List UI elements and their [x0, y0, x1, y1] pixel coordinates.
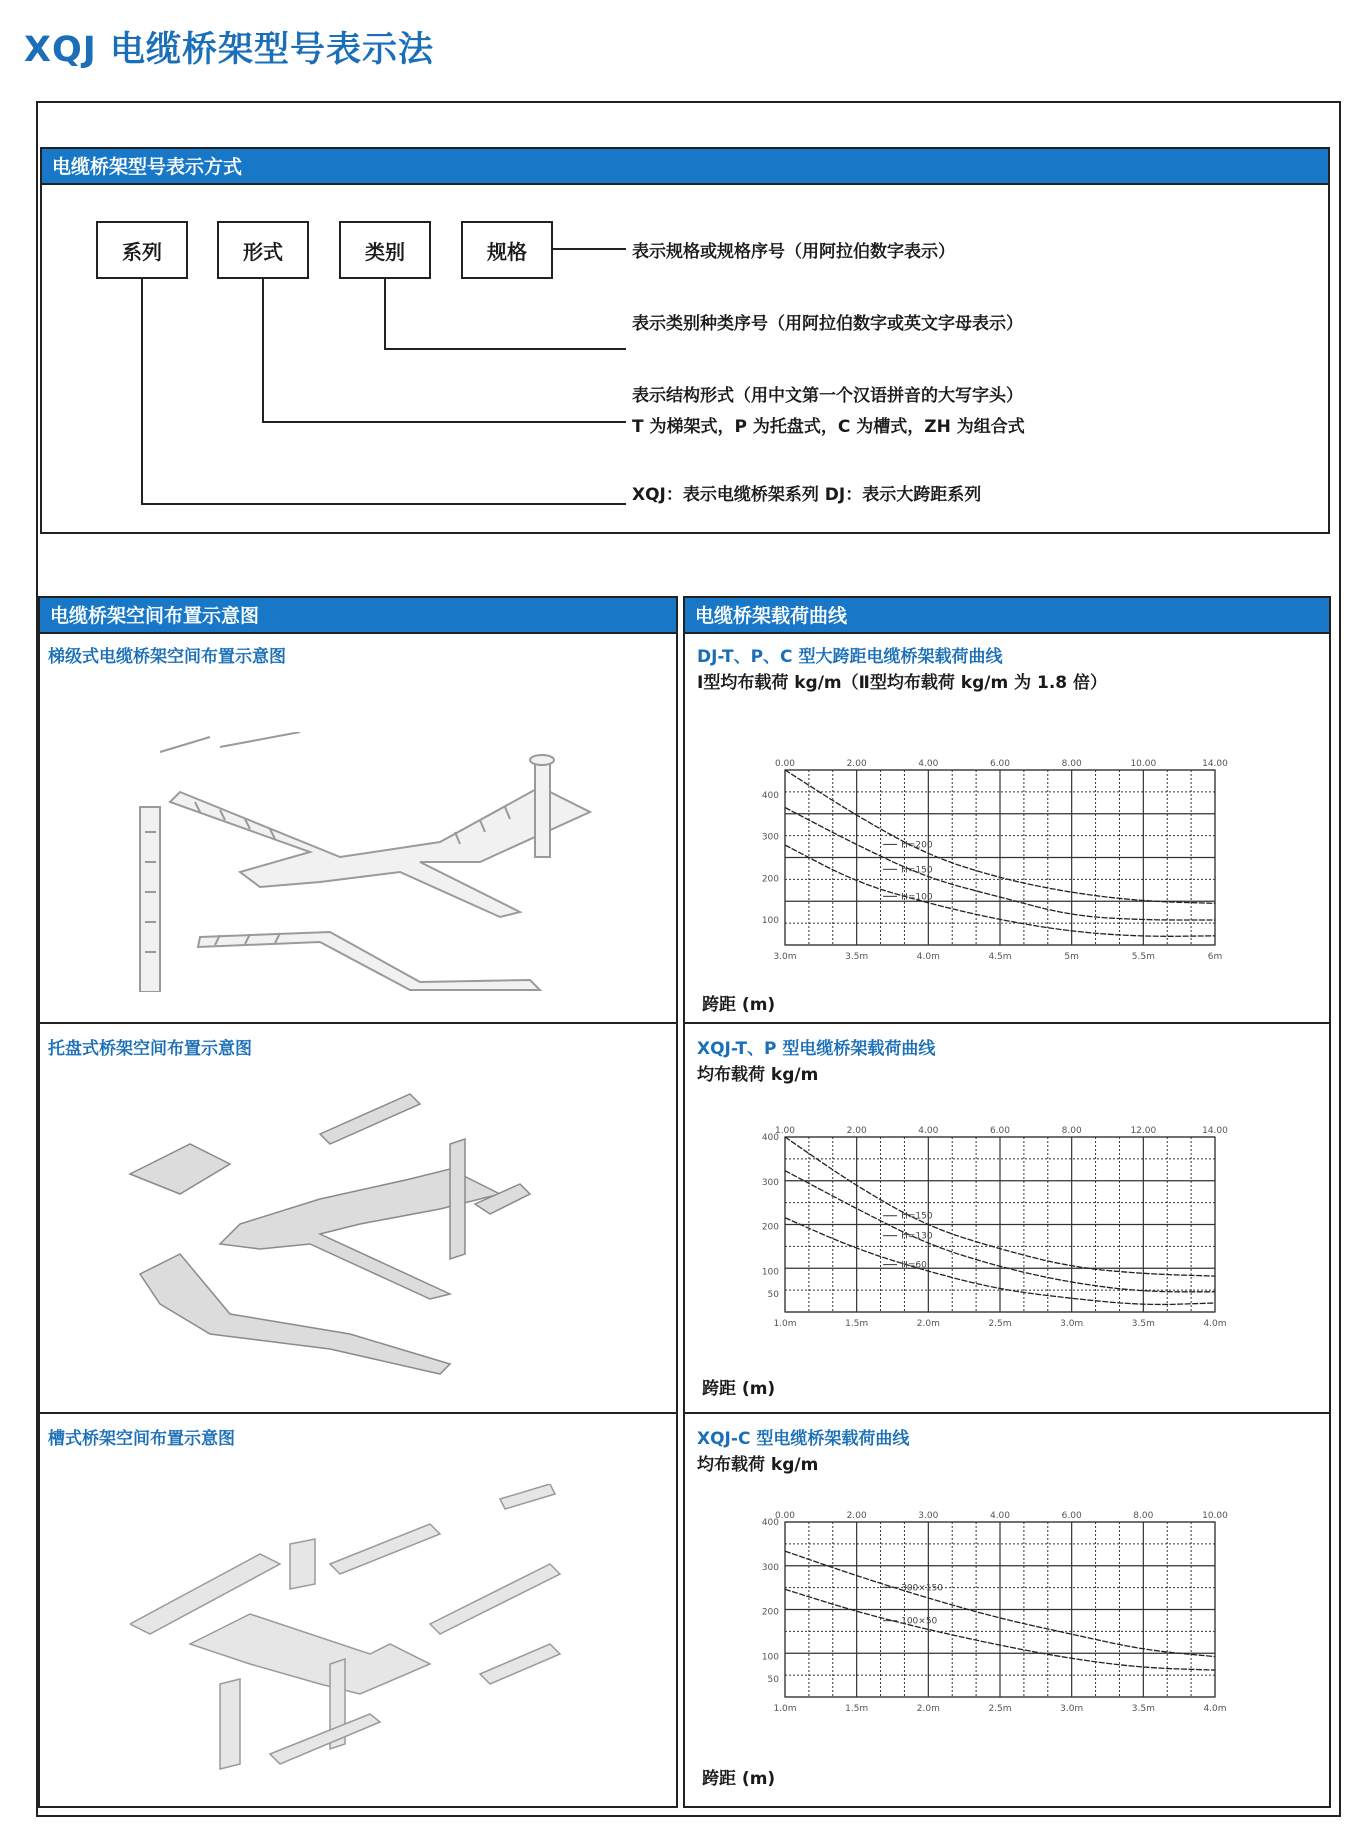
x-tick-label: 6m — [1207, 952, 1223, 962]
desc-series: XQJ：表示电缆桥架系列 DJ：表示大跨距系列 — [632, 485, 982, 505]
x-tick-label: 4.5m — [988, 952, 1012, 962]
series-label: H=200 — [901, 840, 933, 851]
layout-header: 电缆桥架空间布置示意图 — [40, 598, 676, 634]
connector-series-v — [141, 279, 143, 504]
y-tick-label: 100 — [761, 1652, 779, 1663]
x-tick-label: 3.5m — [1131, 1319, 1155, 1329]
load-title-tp: XQJ-T、P 型电缆桥架载荷曲线 — [697, 1039, 936, 1059]
tray-illustration — [120, 1084, 610, 1384]
series-label: H=150 — [901, 865, 933, 876]
series-label: H=100 — [901, 892, 933, 903]
series-label: H=130 — [901, 1231, 933, 1242]
y-tick-label: 50 — [767, 1290, 779, 1301]
top-tick-label: 2.00 — [846, 1126, 867, 1136]
box-series: 系列 — [96, 221, 188, 279]
layout-row-trough — [40, 1412, 676, 1810]
x-tick-label: 3.0m — [773, 952, 797, 962]
y-tick-label: 300 — [761, 832, 779, 843]
layout-panel — [38, 596, 678, 1808]
x-tick-label: 2.5m — [988, 1319, 1012, 1329]
connector-category-h — [384, 348, 626, 350]
model-notation-panel — [40, 147, 1330, 534]
load-subtitle-c: 均布载荷 kg/m — [697, 1455, 819, 1475]
xlabel-tp: 跨距 (m) — [702, 1379, 776, 1399]
y-tick-label: 100 — [761, 1267, 779, 1278]
desc-category: 表示类别种类序号（用阿拉伯数字或英文字母表示） — [632, 314, 1023, 334]
y-tick-label: 400 — [761, 1133, 779, 1143]
load-title-dj: DJ-T、P、C 型大跨距电缆桥架载荷曲线 — [697, 647, 1003, 667]
load-chart-dj — [745, 752, 1245, 972]
load-row-c — [685, 1412, 1329, 1810]
layout-row-tray — [40, 1022, 676, 1414]
connector-category-v — [384, 279, 386, 349]
xlabel-c: 跨距 (m) — [702, 1769, 776, 1789]
connector-form-v — [262, 279, 264, 422]
load-subtitle-dj: Ⅰ型均布载荷 kg/m（Ⅱ型均布载荷 kg/m 为 1.8 倍） — [697, 673, 1108, 693]
load-chart-c — [745, 1504, 1245, 1724]
top-tick-label: 14.00 — [1202, 759, 1228, 769]
x-tick-label: 5.5m — [1131, 952, 1155, 962]
load-title-c: XQJ-C 型电缆桥架载荷曲线 — [697, 1429, 910, 1449]
top-tick-label: 8.00 — [1133, 1511, 1154, 1521]
x-tick-label: 5m — [1064, 952, 1079, 962]
top-tick-label: 0.00 — [774, 759, 796, 769]
x-tick-label: 2.0m — [916, 1319, 940, 1329]
x-tick-label: 3.5m — [845, 952, 869, 962]
load-panel — [683, 596, 1331, 1808]
x-tick-label: 3.0m — [1060, 1704, 1084, 1714]
desc-form-types: T 为梯架式，P 为托盘式，C 为槽式，ZH 为组合式 — [632, 417, 1025, 437]
y-tick-label: 50 — [767, 1675, 779, 1686]
x-tick-label: 1.5m — [845, 1319, 869, 1329]
top-tick-label: 1.00 — [774, 1126, 796, 1136]
desc-form: 表示结构形式（用中文第一个汉语拼音的大写字头） — [632, 386, 1023, 406]
y-tick-label: 200 — [761, 1607, 779, 1618]
y-tick-label: 300 — [761, 1177, 779, 1188]
top-tick-label: 8.00 — [1061, 759, 1082, 769]
top-tick-label: 4.00 — [918, 1126, 939, 1136]
top-tick-label: 12.00 — [1130, 1126, 1157, 1136]
top-tick-label: 10.00 — [1130, 759, 1157, 769]
x-tick-label: 2.0m — [916, 1704, 940, 1714]
trough-illustration — [130, 1484, 610, 1774]
xlabel-dj: 跨距 (m) — [702, 995, 776, 1015]
y-tick-label: 400 — [761, 791, 779, 801]
layout-title-trough: 槽式桥架空间布置示意图 — [48, 1429, 235, 1449]
x-tick-label: 2.5m — [988, 1704, 1012, 1714]
x-tick-label: 4.0m — [916, 952, 940, 962]
x-tick-label: 4.0m — [1203, 1319, 1227, 1329]
top-tick-label: 14.00 — [1202, 1126, 1228, 1136]
load-subtitle-tp: 均布载荷 kg/m — [697, 1065, 819, 1085]
desc-spec: 表示规格或规格序号（用阿拉伯数字表示） — [632, 242, 955, 262]
y-tick-label: 200 — [761, 874, 779, 885]
connector-form-h — [262, 421, 626, 423]
layout-title-tray: 托盘式桥架空间布置示意图 — [48, 1039, 252, 1059]
series-label: 300×150 — [901, 1583, 944, 1594]
x-tick-label: 3.5m — [1131, 1704, 1155, 1714]
layout-row-ladder — [40, 632, 676, 1022]
top-tick-label: 6.00 — [989, 759, 1011, 769]
model-notation-header: 电缆桥架型号表示方式 — [42, 149, 1328, 185]
x-tick-label: 3.0m — [1060, 1319, 1084, 1329]
top-tick-label: 2.00 — [846, 1511, 867, 1521]
y-tick-label: 400 — [761, 1518, 779, 1528]
connector-series-h — [141, 503, 626, 505]
x-tick-label: 1.5m — [845, 1704, 869, 1714]
connector-spec — [553, 248, 626, 250]
top-tick-label: 8.00 — [1061, 1126, 1082, 1136]
box-category: 类别 — [339, 221, 431, 279]
ladder-tray-illustration — [120, 732, 610, 992]
series-label: H=150 — [901, 1211, 933, 1222]
x-tick-label: 4.0m — [1203, 1704, 1227, 1714]
box-form: 形式 — [217, 221, 309, 279]
layout-title-ladder: 梯级式电缆桥架空间布置示意图 — [48, 647, 286, 667]
load-chart-tp — [745, 1119, 1245, 1339]
box-spec: 规格 — [461, 221, 553, 279]
load-header: 电缆桥架载荷曲线 — [685, 598, 1329, 634]
top-tick-label: 10.00 — [1202, 1511, 1228, 1521]
x-tick-label: 1.0m — [773, 1319, 797, 1329]
top-tick-label: 0.00 — [774, 1511, 796, 1521]
load-row-tp — [685, 1022, 1329, 1414]
series-label: H=60 — [901, 1260, 927, 1271]
load-row-dj — [685, 632, 1329, 1022]
top-tick-label: 4.00 — [989, 1511, 1011, 1521]
page-title: XQJ 电缆桥架型号表示法 — [24, 30, 434, 70]
y-tick-label: 100 — [761, 916, 779, 926]
x-tick-label: 1.0m — [773, 1704, 797, 1714]
top-tick-label: 6.00 — [1061, 1511, 1082, 1521]
top-tick-label: 3.00 — [918, 1511, 939, 1521]
top-tick-label: 2.00 — [846, 759, 867, 769]
y-tick-label: 200 — [761, 1222, 779, 1233]
top-tick-label: 6.00 — [989, 1126, 1011, 1136]
y-tick-label: 300 — [761, 1562, 779, 1573]
series-label: 100×50 — [901, 1616, 938, 1627]
top-tick-label: 4.00 — [918, 759, 939, 769]
